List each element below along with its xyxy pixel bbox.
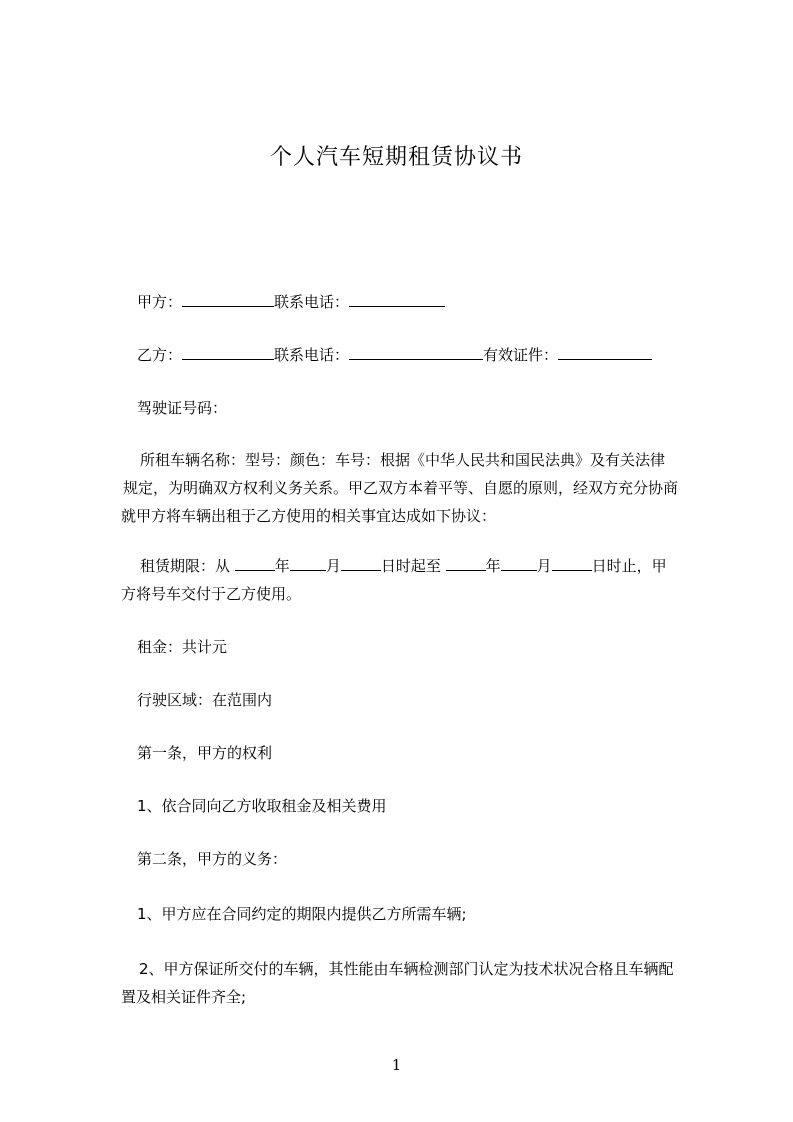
party-b-id-blank (558, 345, 652, 360)
vehicle-para-line-2: 规定，为明确双方权利义务关系。甲乙双方本着平等、自愿的原则，经双方充分协商 (123, 479, 679, 497)
end-suffix: 日时止，甲 (591, 557, 667, 575)
vehicle-para-line-1: 所租车辆名称：型号：颜色：车号：根据《中华人民共和国民法典》及有关法律 (140, 451, 666, 469)
rent-line: 租金：共计元 (137, 638, 228, 656)
party-b-phone-blank (349, 345, 483, 360)
end-day-blank (552, 556, 592, 571)
lease-term-paragraph (121, 552, 705, 608)
article-1-title: 第一条，甲方的权利 (137, 744, 273, 762)
start-year-unit: 年 (274, 557, 290, 575)
end-month-unit: 月 (536, 557, 552, 575)
article-2-item-2-line-1: 2、甲方保证所交付的车辆，其性能由车辆检测部门认定为技术状况合格且车辆配 (139, 960, 674, 978)
lease-term-line-2: 方将号车交付于乙方使用。 (121, 585, 302, 603)
party-a-name-blank (182, 292, 274, 307)
party-b-line (137, 345, 652, 365)
article-2-title: 第二条，甲方的义务： (137, 850, 288, 868)
area-line: 行驶区域：在范围内 (137, 691, 273, 709)
vehicle-paragraph (121, 446, 705, 530)
end-year-unit: 年 (485, 557, 501, 575)
start-month-blank (290, 556, 326, 571)
vehicle-para-line-3: 就甲方将车辆出租于乙方使用的相关事宜达成如下协议： (121, 507, 497, 525)
start-day-blank (341, 556, 381, 571)
license-line: 驾驶证号码： (137, 399, 228, 417)
party-a-phone-blank (349, 292, 445, 307)
start-year-blank (235, 556, 275, 571)
article-2-item-1: 1、甲方应在合同约定的期限内提供乙方所需车辆; (137, 905, 467, 923)
start-month-unit: 月 (325, 557, 341, 575)
party-a-label: 甲方： (137, 293, 183, 311)
start-suffix: 日时起至 (380, 557, 441, 575)
document-title: 个人汽车短期租赁协议书 (269, 145, 523, 170)
party-a-phone-label: 联系电话： (274, 293, 350, 311)
party-a-line (137, 292, 445, 312)
party-b-id-label: 有效证件： (483, 346, 559, 364)
article-2-item-2 (121, 955, 705, 1011)
lease-term-line-1 (140, 552, 705, 580)
article-1-item-1: 1、依合同向乙方收取租金及相关费用 (137, 797, 387, 815)
page-number: 1 (391, 1056, 402, 1074)
lease-term-prefix: 租赁期限：从 (140, 557, 231, 575)
party-b-label: 乙方： (137, 346, 183, 364)
party-b-phone-label: 联系电话： (274, 346, 350, 364)
party-b-name-blank (182, 345, 274, 360)
article-2-item-2-line-2: 置及相关证件齐全; (121, 988, 247, 1006)
end-month-blank (501, 556, 537, 571)
end-year-blank (446, 556, 486, 571)
